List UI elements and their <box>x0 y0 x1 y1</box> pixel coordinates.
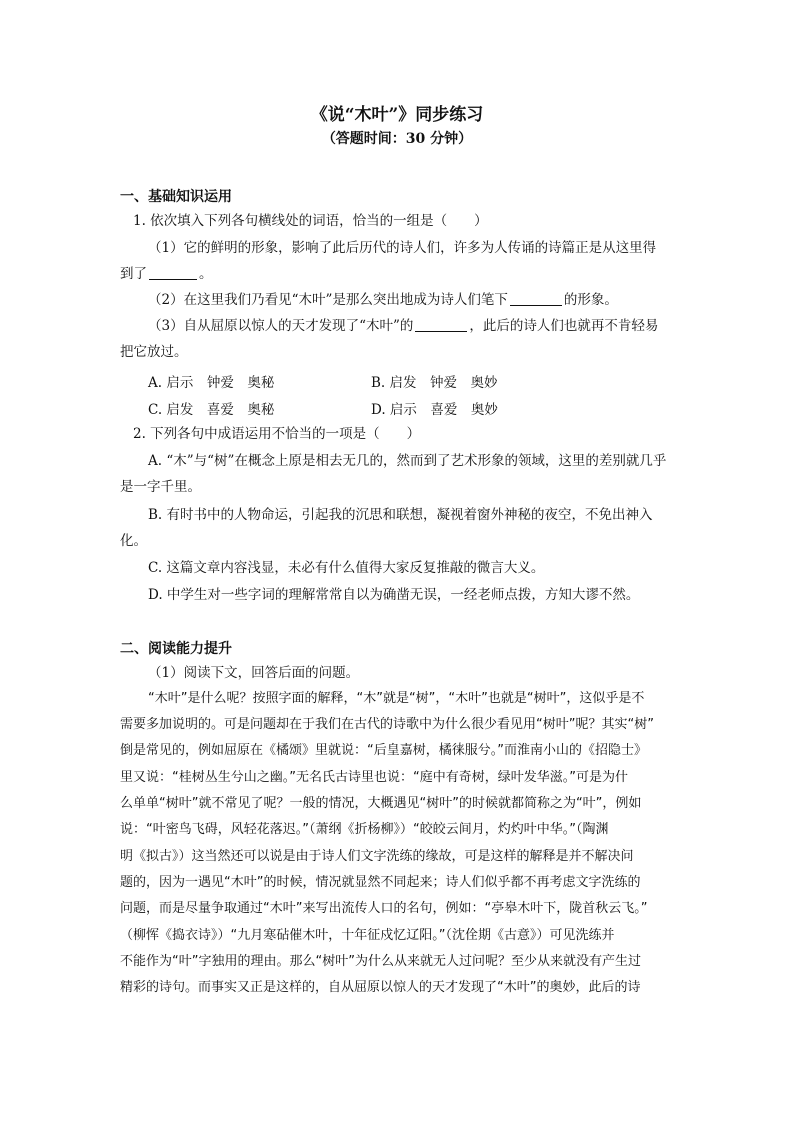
passage-line: 需要多加说明的。可是问题却在于我们在古代的诗歌中为什么很少看见用“树叶”呢？其实“树” <box>120 717 654 732</box>
question-2-stem: 2. 下列各句中成语运用不恰当的一项是（ ） <box>133 426 421 442</box>
passage-line: 明《拟古》）这当然还可以说是由于诗人们文字洗练的缘故，可是这样的解释是并不解决问 <box>120 849 634 864</box>
document-title: 《说“木叶”》同步练习 <box>310 105 484 125</box>
q1-sentence-3-line-2: 把它放过。 <box>120 344 188 360</box>
passage-line: 精彩的诗句。而事实又正是这样的，自从屈原以惊人的天才发现了“木叶”的奥妙，此后的诗 <box>120 980 641 995</box>
q1-sentence-3-text-b: ，此后的诗人们也就再不肯轻易 <box>469 318 659 334</box>
section-heading-reading: 二、阅读能力提升 <box>120 641 232 657</box>
q1-option-b[interactable]: B. 启发 钟爱 奥妙 <box>371 375 498 391</box>
q1-sentence-2-text-a: （2）在这里我们乃看见“木叶”是那么突出地成为诗人们笔下 <box>148 292 508 308</box>
q2-option-a-line-2: 是一字千里。 <box>120 479 201 495</box>
answer-blank <box>510 291 562 306</box>
q1-sentence-1-line-2 <box>120 264 213 284</box>
passage-line: （柳恽《捣衣诗》）“九月寒砧催木叶，十年征戍忆辽阳。”（沈佺期《古意》）可见洗练并 <box>120 928 615 943</box>
question-1-stem: 1. 依次填入下列各句横线处的词语，恰当的一组是（ ） <box>133 213 488 229</box>
q1-sentence-3 <box>148 316 658 336</box>
q2-option-b-line-2: 化。 <box>120 533 147 549</box>
q1-sentence-2 <box>148 290 618 310</box>
q1-sentence-1-text-b: 。 <box>199 266 213 282</box>
passage-line: 里又说：“桂树丛生兮山之幽。”无名氏古诗里也说：“庭中有奇树，绿叶发华滋。”可是为什 <box>120 770 628 785</box>
passage-line: “木叶”是什么呢？按照字面的解释，“木”就是“树”，“木叶”也就是“树叶”，这似乎是不 <box>148 691 645 706</box>
reading-intro: （1）阅读下文，回答后面的问题。 <box>148 665 360 681</box>
passage-line: 题的，因为一遇见“木叶”的时候，情况就显然不同起来；诗人们似乎都不再考虑文字洗练的 <box>120 875 641 890</box>
passage-line: 么单单“树叶”就不常见了呢？一般的情况，大概遇见“树叶”的时候就都简称之为“叶”，例如 <box>120 796 642 811</box>
passage-line: 不能作为“叶”字独用的理由。那么“树叶”为什么从来就无人过问呢？至少从来就没有产生过 <box>120 954 641 969</box>
answer-blank <box>149 265 197 280</box>
q2-option-a-line-1[interactable]: A. “木”与“树”在概念上原是相去无几的，然而到了艺术形象的领域，这里的差别就几乎 <box>148 453 667 469</box>
passage-line: 问题，而是尽量争取通过“木叶”来写出流传人口的名句，例如：“亭皋木叶下，陇首秋云飞。” <box>120 901 648 916</box>
q2-option-b-line-1[interactable]: B. 有时书中的人物命运，引起我的沉思和联想，凝视着窗外神秘的夜空，不免出神入 <box>148 507 653 523</box>
q1-option-c[interactable]: C. 启发 喜爱 奥秘 <box>148 402 275 418</box>
answer-blank <box>415 317 467 332</box>
q2-option-d[interactable]: D. 中学生对一些字词的理解常常自以为确凿无误，一经老师点拨，方知大谬不然。 <box>148 587 640 603</box>
document-subtitle: （答题时间：30 分钟） <box>321 131 473 147</box>
q2-option-c[interactable]: C. 这篇文章内容浅显，未必有什么值得大家反复推敲的微言大义。 <box>148 560 545 576</box>
q1-sentence-2-text-b: 的形象。 <box>563 292 618 308</box>
q1-option-a[interactable]: A. 启示 钟爱 奥秘 <box>148 375 275 391</box>
passage-line: 说：“叶密鸟飞碍，风轻花落迟。”（萧纲《折杨柳》）“皎皎云间月，灼灼叶中华。”（陶渊 <box>120 822 609 837</box>
q1-sentence-1-line-1: （1）它的鲜明的形象，影响了此后历代的诗人们，许多为人传诵的诗篇正是从这里得 <box>148 240 657 256</box>
passage-line: 倒是常见的，例如屈原在《橘颂》里就说：“后皇嘉树，橘徕服兮。”而淮南小山的《招隐士》 <box>120 743 647 758</box>
q1-option-d[interactable]: D. 启示 喜爱 奥妙 <box>371 402 498 418</box>
q1-sentence-1-text-a: 到了 <box>120 266 147 282</box>
section-heading-basics: 一、基础知识运用 <box>120 189 232 205</box>
q1-sentence-3-text-a: （3）自从屈原以惊人的天才发现了“木叶”的 <box>148 318 414 334</box>
